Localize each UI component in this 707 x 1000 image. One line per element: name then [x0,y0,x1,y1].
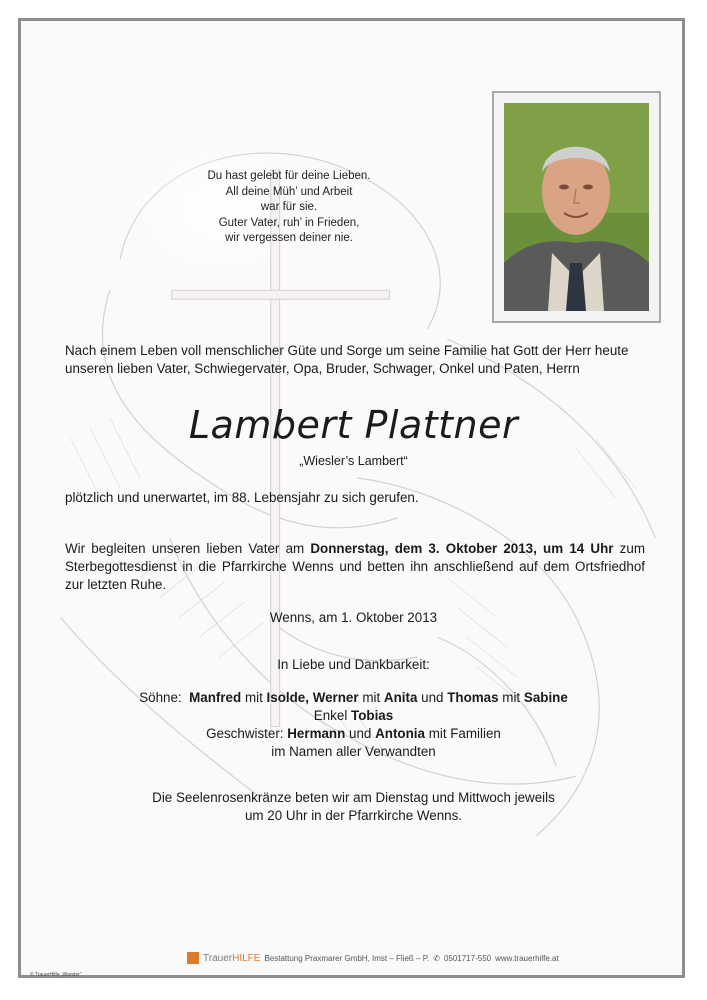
poem-line: war für sie. [260,201,318,213]
portrait-frame [492,91,661,323]
trauerhilfe-logo [203,953,260,964]
funeral-text-a: Wir begleiten unseren lieben Vater am [65,541,311,556]
sons-line [0,689,707,707]
closing-line: In Liebe und Dankbarkeit: [277,657,430,672]
und-word: und [349,726,372,741]
memorial-poem [189,169,389,247]
deceased-name: Lambert Plattner [188,403,519,447]
place-date: Wenns, am 1. Oktober 2013 [269,610,438,625]
mit-word: mit [502,690,521,705]
poem-line: Guter Vater, ruh’ in Frieden, [218,216,360,229]
phone-icon: ✆ [433,953,440,963]
company-info: Bestattung Praxmarer GmbH, Imst – Fließ – P. [264,953,430,963]
poem-line: Du hast gelebt für deine Lieben. [207,170,371,182]
siblings-line [0,725,707,743]
grandchild-line [0,707,707,725]
poem-line: All deine Müh’ und Arbeit [225,185,353,198]
son-name: Thomas [447,690,499,705]
sons-label: Söhne: [139,690,182,705]
und-word: und [421,690,444,705]
portrait-photo [504,103,649,311]
siblings-label: Geschwister: [206,726,284,741]
logo-text-a: Trauer [203,952,233,964]
funeral-date: Donnerstag, dem 3. Oktober 2013, um 14 Uhr [310,541,614,556]
funeral-details [65,540,645,594]
website-link[interactable]: www.trauerhilfe.at [495,953,559,963]
sibling-name: Antonia [375,726,425,741]
phone-number: 0501717-550 [443,953,492,963]
grandchild-label: Enkel [313,708,348,723]
logo-text-b: HILFE [232,952,261,964]
funeral-text-b: zum Sterbegottesdienst in die Pfarrkirche Wenns und betten ihn anschließend auf dem Ortsfriedhof zur letzten Ruhe. [65,541,645,592]
mit-word: mit [244,690,263,705]
death-notice: plötzlich und unerwartet, im 88. Lebensjahr zu sich gerufen. [65,490,419,505]
grandchild-name: Tobias [351,708,394,723]
son-name: Manfred [189,690,242,705]
rosary-line: um 20 Uhr in der Pfarrkirche Wenns. [244,808,463,823]
relatives-line: im Namen aller Verwandten [271,744,436,759]
spouse-name: Isolde, [266,690,309,705]
footer-bar [187,952,559,964]
intro-text: Nach einem Leben voll menschlicher Güte und Sorge um seine Familie hat Gott der Herr heute unseren lieben Vater, Schwiegervater, Opa, Bruder, Schwager, Onkel und Paten, Herrn [65,343,629,376]
sibling-name: Hermann [287,726,346,741]
poem-line: wir vergessen deiner nie. [225,232,353,244]
copyright-note: © TrauerHilfe „Wander“ [30,972,82,978]
rosary-line: Die Seelenrosenkränze beten wir am Dienstag und Mittwoch jeweils [152,790,555,805]
son-name: Werner [312,690,359,705]
trauerhilfe-logo-icon [187,952,199,964]
spouse-name: Anita [383,690,418,705]
spouse-name: Sabine [523,690,568,705]
nickname: „Wiesler’s Lambert“ [299,454,408,468]
mit-word: mit [362,690,381,705]
siblings-rest: mit Familien [428,726,501,741]
